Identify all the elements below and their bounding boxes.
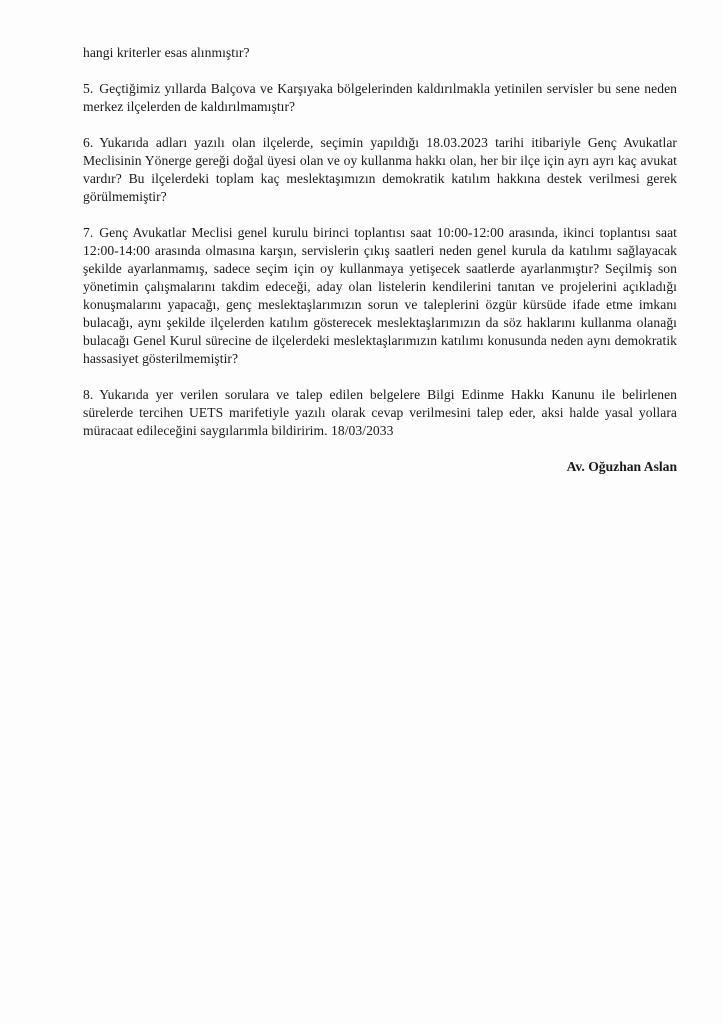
signature: Av. Oğuzhan Aslan [566,459,677,474]
paragraph-text: Geçtiğimiz yıllarda Balçova ve Karşıyaka bölgelerinden kaldırılmakla yetinilen servisler bu sene neden merkez ilçelerden de kaldırılmamıştır? [83,81,677,114]
paragraph-number: 7. [83,225,94,240]
paragraph-continuation [83,44,677,62]
paragraph-text: Genç Avukatlar Meclisi genel kurulu birinci toplantısı saat 10:00-12:00 arasında, ikinci toplantısı saat 12:00-14:00 arasında olmasına karşın, servislerin çıkış saatleri neden genel kurula da katılımı sağlayacak şekilde ayarlanmamış, sadece seçim için oy kullanmaya yetişecek saatlerde ayarlanmıştır? Seçilmiş son yönetimin çalışmalarını takdim edeceği, aday olan listelerin kendilerini tanıtan ve projelerini açıkladığı konuşmalarını yapacağı, genç meslektaşlarımızın sorun ve taleplerini özgür kürsüde ifade etme imkanı bulacağı, aynı şekilde ilçelerden katılım gösterecek meslektaşlarımızın da söz haklarını kullanma olanağı bulacağı Genel Kurul sürecine de ilçelerdeki meslektaşlarımızın katılımı konusunda neden aynı demokratik hassasiyet gösterilmemiştir? [83,225,677,366]
paragraph-item-7 [83,224,677,368]
paragraph-item-6 [83,134,677,206]
paragraph-number: 5. [83,81,94,96]
paragraph-item-5 [83,80,677,116]
document-body [83,44,677,476]
paragraph-text: hangi kriterler esas alınmıştır? [83,45,250,60]
paragraph-text: Yukarıda yer verilen sorulara ve talep edilen belgelere Bilgi Edinme Hakkı Kanunu ile belirlenen sürelerde tercihen UETS marifetiyle yazılı olarak cevap verilmesini talep eder, aksi halde yasal yollara müracaat edileceğini saygılarımla bildiririm. 18/03/2033 [83,387,677,438]
paragraph-number: 8. [83,387,94,402]
paragraph-text: Yukarıda adları yazılı olan ilçelerde, seçimin yapıldığı 18.03.2023 tarihi itibariyle Genç Avukatlar Meclisinin Yönerge gereği doğal üyesi olan ve oy kullanma hakkı olan, her bir ilçe için ayrı ayrı kaç avukat vardır? Bu ilçelerdeki toplam kaç meslektaşımızın demokratik katılım hakkına destek verilmesi gerek görülmemiştir? [83,135,677,204]
paragraph-item-8 [83,386,677,440]
paragraph-number: 6. [83,135,94,150]
